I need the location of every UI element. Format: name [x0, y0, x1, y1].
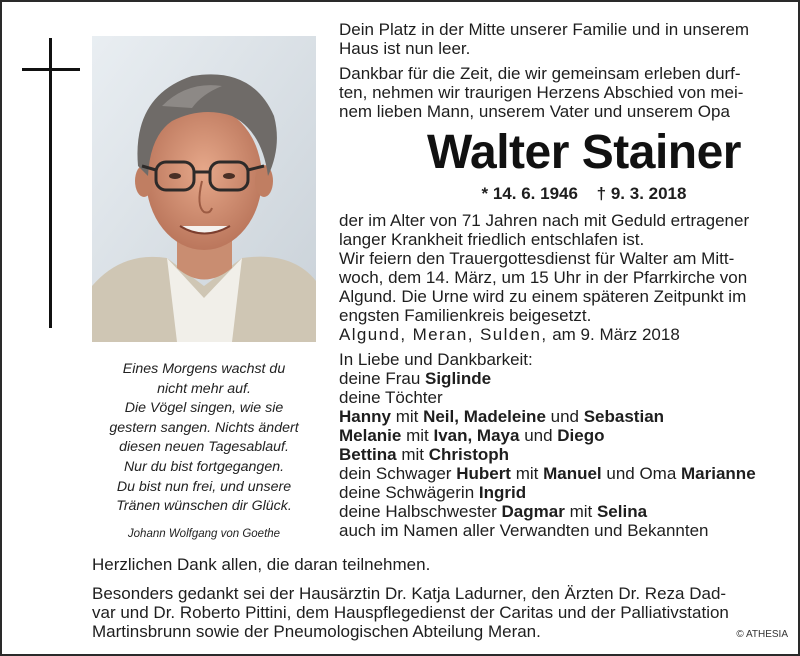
copyright-label: © ATHESIA: [736, 629, 788, 640]
announcement-line: woch, dem 14. März, um 15 Uhr in der Pfarrkirche von: [339, 268, 748, 287]
special-thanks-line: Martinsbrunn sowie der Pneumologischen Abteilung Meran.: [92, 622, 541, 641]
mourner-line: Bettina mit Christoph: [339, 445, 510, 464]
goethe-poem: [92, 360, 316, 544]
announcement-line: Algund. Die Urne wird zu einem späteren Zeitpunkt im: [339, 287, 747, 306]
poem-line: gestern sangen. Nichts ändert: [109, 419, 299, 436]
cross-horizontal-bar: [22, 68, 80, 71]
special-thanks-line: var und Dr. Roberto Pittini, dem Hauspflegedienst der Caritas und der Palliativstation: [92, 603, 729, 622]
farewell-text: [339, 64, 789, 121]
poem-author: Johann Wolfgang von Goethe: [127, 527, 281, 540]
general-thanks: Herzlichen Dank allen, die daran teilnehmen.: [92, 555, 431, 574]
poem-line: Nur du bist fortgegangen.: [123, 458, 285, 475]
notice-text: [339, 20, 789, 540]
intro-line: Haus ist nun leer.: [339, 39, 471, 58]
mourner-line: Melanie mit Ivan, Maya und Diego: [339, 426, 605, 445]
closing-text: [92, 555, 792, 641]
announcement-line: Wir feiern den Trauergottesdienst für Walter am Mitt-: [339, 249, 735, 268]
mourner-line: dein Schwager Hubert mit Manuel und Oma Marianne: [339, 464, 756, 483]
farewell-line: Dankbar für die Zeit, die wir gemeinsam erleben durf-: [339, 64, 741, 83]
poem-line: Eines Morgens wachst du: [122, 361, 286, 377]
poem-line: Tränen wünschen dir Glück.: [116, 498, 292, 515]
death-date: † 9. 3. 2018: [596, 184, 687, 203]
life-dates: [379, 183, 789, 205]
place-date-line: [339, 325, 789, 344]
mourners-heading: In Liebe und Dankbarkeit:: [339, 350, 533, 369]
announcement-line: langer Krankheit friedlich entschlafen ist.: [339, 230, 645, 249]
announcement-text: [339, 211, 789, 344]
mourner-line: deine Halbschwester Dagmar mit Selina: [339, 502, 648, 521]
mourner-line: deine Schwägerin Ingrid: [339, 483, 527, 502]
announcement-line: der im Alter von 71 Jahren nach mit Geduld ertragener: [339, 211, 750, 230]
special-thanks-line: Besonders gedankt sei der Hausärztin Dr. Katja Ladurner, den Ärzten Dr. Reza Dad-: [92, 584, 727, 603]
birth-date: * 14. 6. 1946: [481, 184, 578, 203]
mourners-list: [339, 350, 789, 540]
poem-line: nicht mehr auf.: [157, 380, 251, 397]
mourner-line: deine Frau Siglinde: [339, 369, 492, 388]
poem-line: Du bist nun frei, und unsere: [116, 478, 292, 495]
announcement-line: engsten Familienkreis beigesetzt.: [339, 306, 592, 325]
cross-vertical-bar: [49, 38, 52, 328]
cross-icon: [22, 38, 82, 338]
notice-date: am 9. März 2018: [552, 325, 680, 344]
intro-line: Dein Platz in der Mitte unserer Familie und in unserem: [339, 20, 750, 39]
farewell-line: ten, nehmen wir traurigen Herzens Abschied von mei-: [339, 83, 744, 102]
deceased-name: Walter Stainer: [427, 126, 741, 179]
mourner-line: deine Töchter: [339, 388, 443, 407]
intro-text: [339, 20, 789, 58]
place-names: Algund, Meran, Sulden,: [339, 325, 548, 344]
mourner-line: Hanny mit Neil, Madeleine und Sebastian: [339, 407, 665, 426]
portrait-photo: [92, 36, 316, 342]
poem-line: Die Vögel singen, wie sie: [124, 400, 284, 417]
mourner-line: auch im Namen aller Verwandten und Bekannten: [339, 521, 709, 540]
special-thanks: [92, 584, 792, 641]
farewell-line: nem lieben Mann, unserem Vater und unserem Opa: [339, 102, 730, 121]
poem-line: diesen neuen Tagesablauf.: [119, 439, 289, 456]
